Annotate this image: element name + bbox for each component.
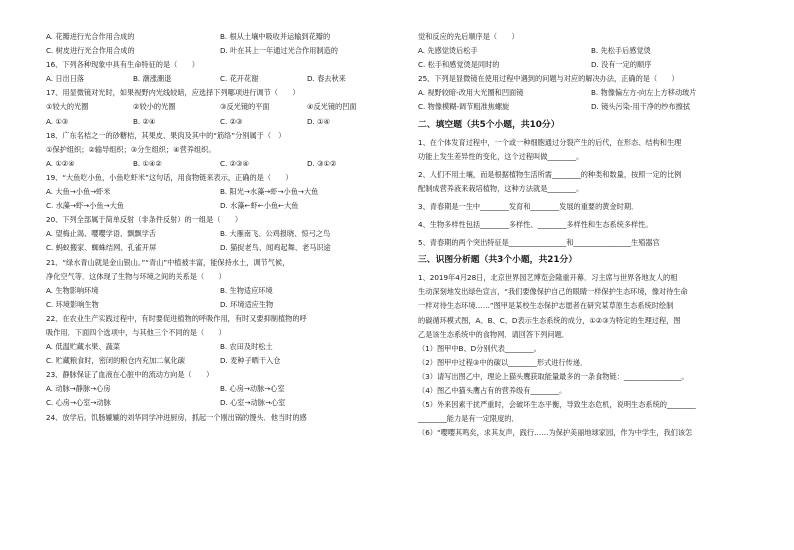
question-text-line: 17、用显微镜对光时，如果视野内光线较暗，应选择下列哪项进行调节（ ） xyxy=(46,88,300,98)
answer-options-row xyxy=(418,58,764,72)
answer-option-b: D. 环境适应生物 xyxy=(220,299,274,309)
answer-options-row xyxy=(418,86,764,100)
answer-option-a: A. ①③ xyxy=(46,116,69,126)
question-text-line: 23、静脉保证了血液在心脏中的流动方向是（ ） xyxy=(46,370,214,380)
answer-options-row xyxy=(46,241,394,255)
answer-option-b: B. ②④ xyxy=(133,116,156,126)
answer-option-a: C. 环境影响生物 xyxy=(46,299,99,309)
answer-option-c: C. ②③ xyxy=(220,116,243,126)
section-heading: 三、识图分析题（共3个小题，共21分） xyxy=(418,255,578,266)
answer-option-a: A. 花瓣进行光合作用合成的 xyxy=(46,32,135,41)
question-text-line: 19、“大鱼吃小鱼，小鱼吃虾米”这句话，用食物链来表示，正确的是（ ） xyxy=(46,172,293,182)
answer-option-b: B. 心房→动脉→心室 xyxy=(220,384,285,394)
answer-option-a: A. 日出日落 xyxy=(46,74,85,84)
answer-option-b: B. 物像偏左方-向左上方移动玻片 xyxy=(591,88,697,98)
question-text-line: ①保护组织；②输导组织；③分生组织；④营养组织。 xyxy=(46,144,216,154)
answer-option-a: A. 动脉→静脉→心房 xyxy=(46,384,111,394)
question-text-line: 1、在个体发育过程中，一个或一种细胞通过分裂产生的后代，在形态、结构和生理 xyxy=(418,137,682,147)
answer-option-a: A. 生物影响环境 xyxy=(46,285,99,295)
answer-option-a: A. 低温贮藏水果、蔬菜 xyxy=(46,342,121,352)
section-heading: 二、填空题（共5个小题，共10分） xyxy=(418,119,560,130)
answer-option-b: D. 没有一定的顺序 xyxy=(591,60,652,70)
answer-option-a: C. 树皮进行光合作用合成的 xyxy=(46,46,135,56)
answer-options-row xyxy=(46,340,394,354)
question-text-line: 3、青春期是一生中________发育和________发展的重要的黄金时期． xyxy=(418,201,639,211)
answer-option-d: D. ③①② xyxy=(307,158,337,168)
answer-option-a: C. 水藻→虾→小鱼→大鱼 xyxy=(46,201,124,211)
answer-option-a: C. 心房→心室→动脉 xyxy=(46,398,111,408)
answer-option-a: C. 松手和感觉烫是同时的 xyxy=(418,60,500,70)
answer-option-b: B. ①④② xyxy=(133,158,162,168)
question-text-line: （2）图甲中过程③中的碳以________形式进行传递． xyxy=(418,357,588,367)
answer-option-b: D. 心室→动脉→心室 xyxy=(220,398,286,408)
answer-option-a: C. 贮藏粮食时，密闭的粮仓内充加二氧化碳 xyxy=(46,356,185,366)
answer-option-d: D. ①④ xyxy=(307,116,330,126)
answer-option-a: A. 大鱼→小鱼→虾米 xyxy=(46,187,111,197)
question-text-line: 乙是该生态系统中的食物网．请回答下列问题． xyxy=(418,329,569,339)
question-text-line: 配制成营养液来栽培植物，这种方法就是________。 xyxy=(418,183,584,193)
left-column xyxy=(46,30,394,425)
answer-options-row xyxy=(46,396,394,410)
answer-options-row xyxy=(46,115,394,129)
question-text-line: （6）“嘤嘤其鸣矣，求其友声，践行……为保护美丽地球家园，作为中学生，我们该怎 xyxy=(418,428,693,438)
question-text-line: 24、放学后，饥肠辘辘的刘华同学冲进厨房，抓起一个刚出锅的馒头．他当时的感 xyxy=(46,412,307,422)
answer-option-a: A. 望梅止渴、嘤嘤学语、飘飘学舌 xyxy=(46,229,156,239)
question-text-line: 22、在农业生产实践过程中，有时要促进植物的呼吸作用，有时又要抑制植物的呼 xyxy=(46,313,307,323)
answer-option-b: D. 水藻←虾←小鱼←大鱼 xyxy=(220,201,299,211)
question-text-line: 25、下列是显微镜在使用过程中遇到的问题与对应的解决办法，正确的是（ ） xyxy=(418,74,679,84)
question-text-line: 净化空气等．这体现了生物与环境之间的关系是（ ） xyxy=(46,271,226,281)
answer-option-b: B. 阳光→水藻→虾→小鱼→大鱼 xyxy=(220,187,319,197)
question-text-line: 的碳循环模式图，A、B、C、D表示生态系统的成分，①②③为特定的生理过程，图 xyxy=(418,315,681,325)
answer-option-c: C. 花开花谢 xyxy=(220,74,259,84)
answer-option-b: ②较小的光圈 xyxy=(133,102,176,112)
answer-options-row xyxy=(46,157,394,171)
question-text-line: 4、生物多样性包括________多样性、________多样性和生态系统多样性。 xyxy=(418,220,653,230)
answer-option-a: C. 蚂蚁搬家、蜘蛛结网、孔雀开屏 xyxy=(46,243,157,253)
question-text-line: 2、人们不用土壤，而是根据植物生活所需________的种类和数量，按照一定的比例 xyxy=(418,169,682,179)
answer-option-b: B. 生物适应环境 xyxy=(220,285,273,295)
answer-options-row xyxy=(46,227,394,241)
question-text-line: （1）图甲中B、D分别代表________。 xyxy=(418,343,541,353)
question-text-line: 功能上发生差异性的变化，这个过程叫做________。 xyxy=(418,151,584,161)
answer-option-b: B. 根从土壤中吸收并运输到花瓣的 xyxy=(220,32,331,41)
question-text-line: 吸作用．下面四个选项中，与其他三个不同的是（ ） xyxy=(46,327,226,337)
answer-option-b: B. 先松手后感觉烫 xyxy=(591,46,651,56)
answer-options-row xyxy=(46,298,394,312)
question-text-line: 1、2019年4月28日，北京世界园艺博览会隆重开幕．习主席与世界各地友人的相 xyxy=(418,273,678,283)
answer-option-b: B. 大雁南飞、公鸡报晓、惊弓之鸟 xyxy=(220,229,331,239)
question-text-line: （5）外来因素干扰严重时，会破坏生态平衡，导致生态危机，说明生态系统的________ xyxy=(418,400,696,410)
answer-option-c: ③反光镜的平面 xyxy=(220,102,270,112)
answer-option-b: B. 潮涨潮退 xyxy=(133,74,172,84)
answer-option-a: A. 先感觉烫后松手 xyxy=(418,46,478,56)
answer-option-b: D. 麦种子晒干入仓 xyxy=(220,356,281,366)
answer-options-row xyxy=(418,44,764,58)
question-text-line: （4）图乙中猫头鹰占有的营养级有________。 xyxy=(418,385,567,395)
question-text-line: 16、下列各种现象中具有生命特征的是（ ） xyxy=(46,60,199,70)
answer-options-row xyxy=(46,44,394,58)
question-text-line: 生动深刻地发出绿色宣言，“我们要像保护自己的眼睛一样保护生态环境，像对待生命 xyxy=(418,287,688,297)
answer-options-row xyxy=(46,284,394,298)
question-text-line: 20、下列全部属于简单反射（非条件反射）的一组是（ ） xyxy=(46,215,243,225)
answer-option-d: ④反光镜的凹面 xyxy=(307,102,357,112)
answer-option-b: D. 镜头污染-用干净的纱布擦拭 xyxy=(591,102,690,112)
answer-option-a: A. 视野较暗-改用大光圈和凹面镜 xyxy=(418,88,524,98)
answer-option-a: A. ①②④ xyxy=(46,158,75,168)
answer-option-a: C. 物像模糊-调节粗准焦螺旋 xyxy=(418,102,510,112)
question-text-line: 觉和反应的先后顺序是（ ） xyxy=(418,32,519,41)
answer-option-b: D. 叶在其上一年通过光合作用制造的 xyxy=(220,46,338,56)
question-text-line: 5、青春期的两个突出特征是________________和________________生殖器官 xyxy=(418,238,660,248)
question-text-line: 21、“绿水青山就是金山银山。”“青山”中植被丰富，能保持水土，调节气候， xyxy=(46,257,290,267)
answer-options-row xyxy=(46,30,394,44)
question-text-line: 一样对待生态环境……”图甲是某校生态保护志愿者在研究某草原生态系统时绘制 xyxy=(418,301,674,311)
question-text-line: 18、广东名桔之一的砂糖桔，其果皮、果肉及其中的“筋络”分别属于（ ） xyxy=(46,130,286,140)
answer-options-row xyxy=(46,100,394,114)
answer-option-d: D. 春去秋来 xyxy=(307,74,346,84)
answer-option-b: D. 猫捉老鸟、闻鸡起舞、老马识途 xyxy=(220,243,331,253)
answer-option-c: C. ②③④ xyxy=(220,158,249,168)
right-column xyxy=(418,30,764,440)
question-text-line: （3）请写出图乙中，理论上猫头鹰获取能量最多的一条食物链：________________。 xyxy=(418,371,689,381)
question-text-line: ________能力是有一定限度的． xyxy=(418,414,519,424)
answer-options-row xyxy=(46,199,394,213)
answer-options-row xyxy=(46,382,394,396)
answer-options-row xyxy=(418,100,764,114)
answer-options-row xyxy=(46,185,394,199)
answer-options-row xyxy=(46,354,394,368)
answer-option-b: B. 农田及时松土 xyxy=(220,342,273,352)
answer-option-a: ①较大的光圈 xyxy=(46,102,89,112)
answer-options-row xyxy=(46,72,394,86)
